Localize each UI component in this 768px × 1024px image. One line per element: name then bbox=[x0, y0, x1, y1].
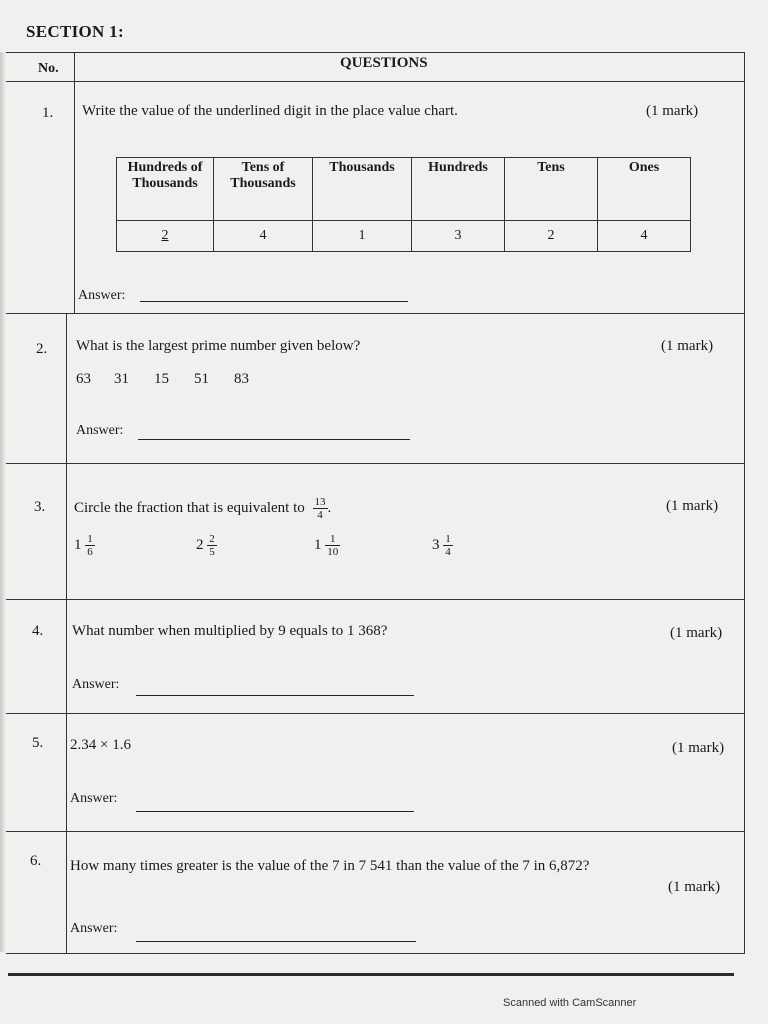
q4-text: What number when multiplied by 9 equals to 1 368? bbox=[72, 623, 388, 639]
q6-mark: (1 mark) bbox=[668, 879, 721, 895]
pv-header: Ones bbox=[598, 158, 691, 221]
choice-whole: 2 bbox=[196, 537, 204, 553]
q2-number: 2. bbox=[36, 341, 48, 357]
q6-number: 6. bbox=[30, 853, 42, 869]
q1-answer-label: Answer: bbox=[78, 288, 126, 303]
pv-header: Thousands bbox=[313, 158, 412, 221]
q1-text: Write the value of the underlined digit in the place value chart. bbox=[82, 103, 458, 119]
q4-answer-line[interactable] bbox=[136, 695, 414, 696]
row-divider bbox=[6, 831, 744, 832]
q3-choice[interactable] bbox=[432, 533, 453, 558]
q1-number: 1. bbox=[42, 105, 54, 121]
q3-text: Circle the fraction that is equivalent to bbox=[74, 499, 305, 516]
q2-option: 83 bbox=[234, 371, 249, 387]
place-value-chart bbox=[116, 157, 691, 252]
choice-den: 4 bbox=[445, 546, 451, 558]
q4-mark: (1 mark) bbox=[670, 625, 723, 641]
header-no: No. bbox=[38, 61, 59, 76]
pv-header: Hundreds of Thousands bbox=[117, 158, 214, 221]
q4-number: 4. bbox=[32, 623, 44, 639]
q2-mark: (1 mark) bbox=[661, 338, 714, 354]
q3-choice[interactable] bbox=[196, 533, 217, 558]
choice-num: 2 bbox=[209, 533, 215, 545]
q3-number: 3. bbox=[34, 499, 46, 515]
row-divider bbox=[6, 463, 744, 464]
q2-answer-label: Answer: bbox=[76, 423, 124, 438]
q3-fraction-num: 13 bbox=[314, 496, 326, 508]
q3-choice[interactable] bbox=[314, 533, 340, 558]
scanner-watermark: Scanned with CamScanner bbox=[503, 997, 637, 1009]
pv-digit: 1 bbox=[313, 221, 412, 252]
q3-mark: (1 mark) bbox=[666, 498, 719, 514]
q5-answer-line[interactable] bbox=[136, 811, 414, 812]
q6-text: How many times greater is the value of the 7 in 7 541 than the value of the 7 in 6,872? bbox=[70, 858, 590, 874]
choice-num: 1 bbox=[87, 533, 93, 545]
pv-digit: 3 bbox=[412, 221, 505, 252]
q6-answer-line[interactable] bbox=[136, 941, 416, 942]
pv-header: Tens of Thousands bbox=[214, 158, 313, 221]
q3-choice[interactable] bbox=[74, 533, 95, 558]
q2-option: 63 bbox=[76, 371, 91, 387]
choice-whole: 1 bbox=[74, 537, 82, 553]
q5-mark: (1 mark) bbox=[672, 740, 725, 756]
q3-fraction-den: 4 bbox=[317, 509, 323, 521]
column-divider bbox=[66, 313, 67, 953]
q5-number: 5. bbox=[32, 735, 44, 751]
q1-answer-line[interactable] bbox=[140, 301, 408, 302]
q5-text: 2.34 × 1.6 bbox=[70, 737, 131, 753]
pv-digit: 4 bbox=[214, 221, 313, 252]
q6-answer-label: Answer: bbox=[70, 921, 118, 936]
pv-digit-underlined: 2 bbox=[117, 221, 214, 252]
pv-digit: 2 bbox=[505, 221, 598, 252]
pv-digit: 4 bbox=[598, 221, 691, 252]
row-divider bbox=[6, 713, 744, 714]
header-questions: QUESTIONS bbox=[340, 55, 428, 71]
choice-num: 1 bbox=[325, 533, 340, 546]
row-divider bbox=[6, 313, 744, 314]
pv-header: Hundreds bbox=[412, 158, 505, 221]
q2-option: 31 bbox=[114, 371, 129, 387]
pv-header: Tens bbox=[505, 158, 598, 221]
column-divider bbox=[74, 53, 75, 313]
q2-option: 51 bbox=[194, 371, 209, 387]
q1-mark: (1 mark) bbox=[646, 103, 699, 119]
header-divider bbox=[6, 81, 744, 82]
q3-text-wrap bbox=[74, 496, 331, 521]
choice-whole: 3 bbox=[432, 537, 440, 553]
page-bottom-rule bbox=[8, 973, 734, 976]
questions-table bbox=[6, 52, 745, 954]
choice-num: 1 bbox=[445, 533, 451, 545]
q5-answer-label: Answer: bbox=[70, 791, 118, 806]
q4-answer-label: Answer: bbox=[72, 677, 120, 692]
section-title: SECTION 1: bbox=[26, 22, 124, 41]
q2-text: What is the largest prime number given below? bbox=[76, 338, 361, 354]
choice-whole: 1 bbox=[314, 537, 322, 553]
choice-den: 10 bbox=[327, 546, 339, 558]
q2-answer-line[interactable] bbox=[138, 439, 410, 440]
choice-den: 5 bbox=[209, 546, 215, 558]
q3-text-end: . bbox=[327, 499, 332, 516]
choice-den: 6 bbox=[87, 546, 93, 558]
q2-option: 15 bbox=[154, 371, 169, 387]
row-divider bbox=[6, 599, 744, 600]
q3-fraction bbox=[313, 496, 328, 521]
